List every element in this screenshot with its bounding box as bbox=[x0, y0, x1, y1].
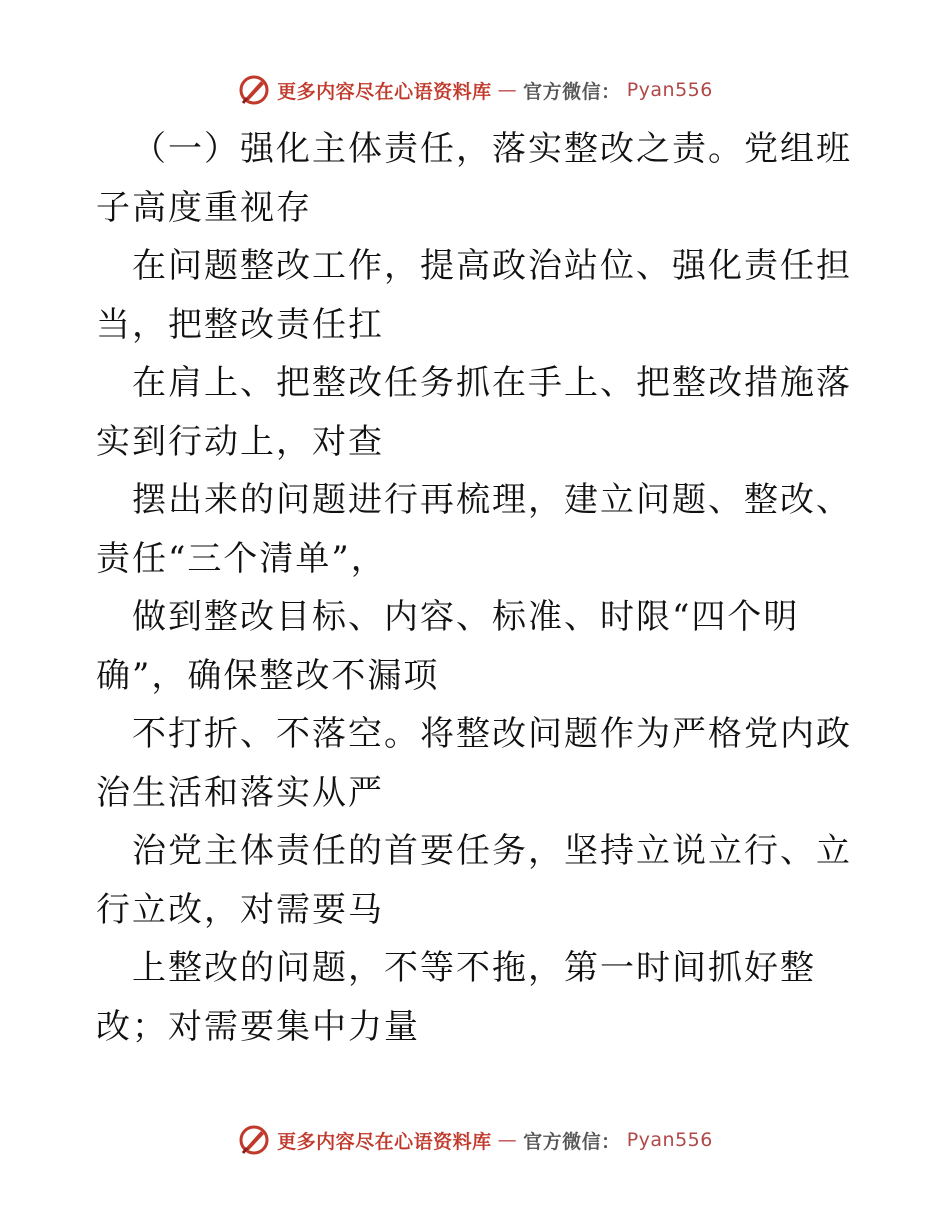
watermark-separator: — bbox=[497, 79, 518, 101]
paragraph-4: 摆出来的问题进行再梳理，建立问题、整改、责任“三个清单”， bbox=[96, 480, 852, 579]
paragraph-3: 在肩上、把整改任务抓在手上、把整改措施落实到行动上，对查 bbox=[96, 363, 852, 462]
paragraph-8: 上整改的问题，不等不拖，第一时间抓好整改；对需要集中力量 bbox=[96, 948, 816, 1047]
watermark-brand-text: 更多内容尽在心语资料库 bbox=[277, 1130, 492, 1153]
paragraph-7: 治党主体责任的首要任务，坚持立说立行、立行立改，对需要马 bbox=[96, 831, 852, 930]
quill-logo-icon bbox=[237, 73, 271, 107]
paragraph-2: 在问题整改工作，提高政治站位、强化责任担当，把整改责任扛 bbox=[96, 246, 852, 345]
paragraph-1: （一）强化主体责任，落实整改之责。党组班子高度重视存 bbox=[96, 129, 852, 228]
document-body bbox=[96, 120, 856, 1056]
paragraph-5: 做到整改目标、内容、标准、时限“四个明确”，确保整改不漏项 bbox=[96, 597, 800, 696]
footer-watermark bbox=[0, 1122, 950, 1158]
watermark-official-label: 官方微信： bbox=[523, 80, 621, 103]
watermark-account-id: Pyan556 bbox=[626, 79, 713, 101]
header-watermark bbox=[0, 72, 950, 108]
watermark-official-label: 官方微信： bbox=[523, 1130, 621, 1153]
watermark-brand-text: 更多内容尽在心语资料库 bbox=[277, 80, 492, 103]
watermark-account-id: Pyan556 bbox=[626, 1129, 713, 1151]
quill-logo-icon bbox=[237, 1123, 271, 1157]
paragraph-6: 不打折、不落空。将整改问题作为严格党内政治生活和落实从严 bbox=[96, 714, 852, 813]
watermark-separator: — bbox=[497, 1129, 518, 1151]
